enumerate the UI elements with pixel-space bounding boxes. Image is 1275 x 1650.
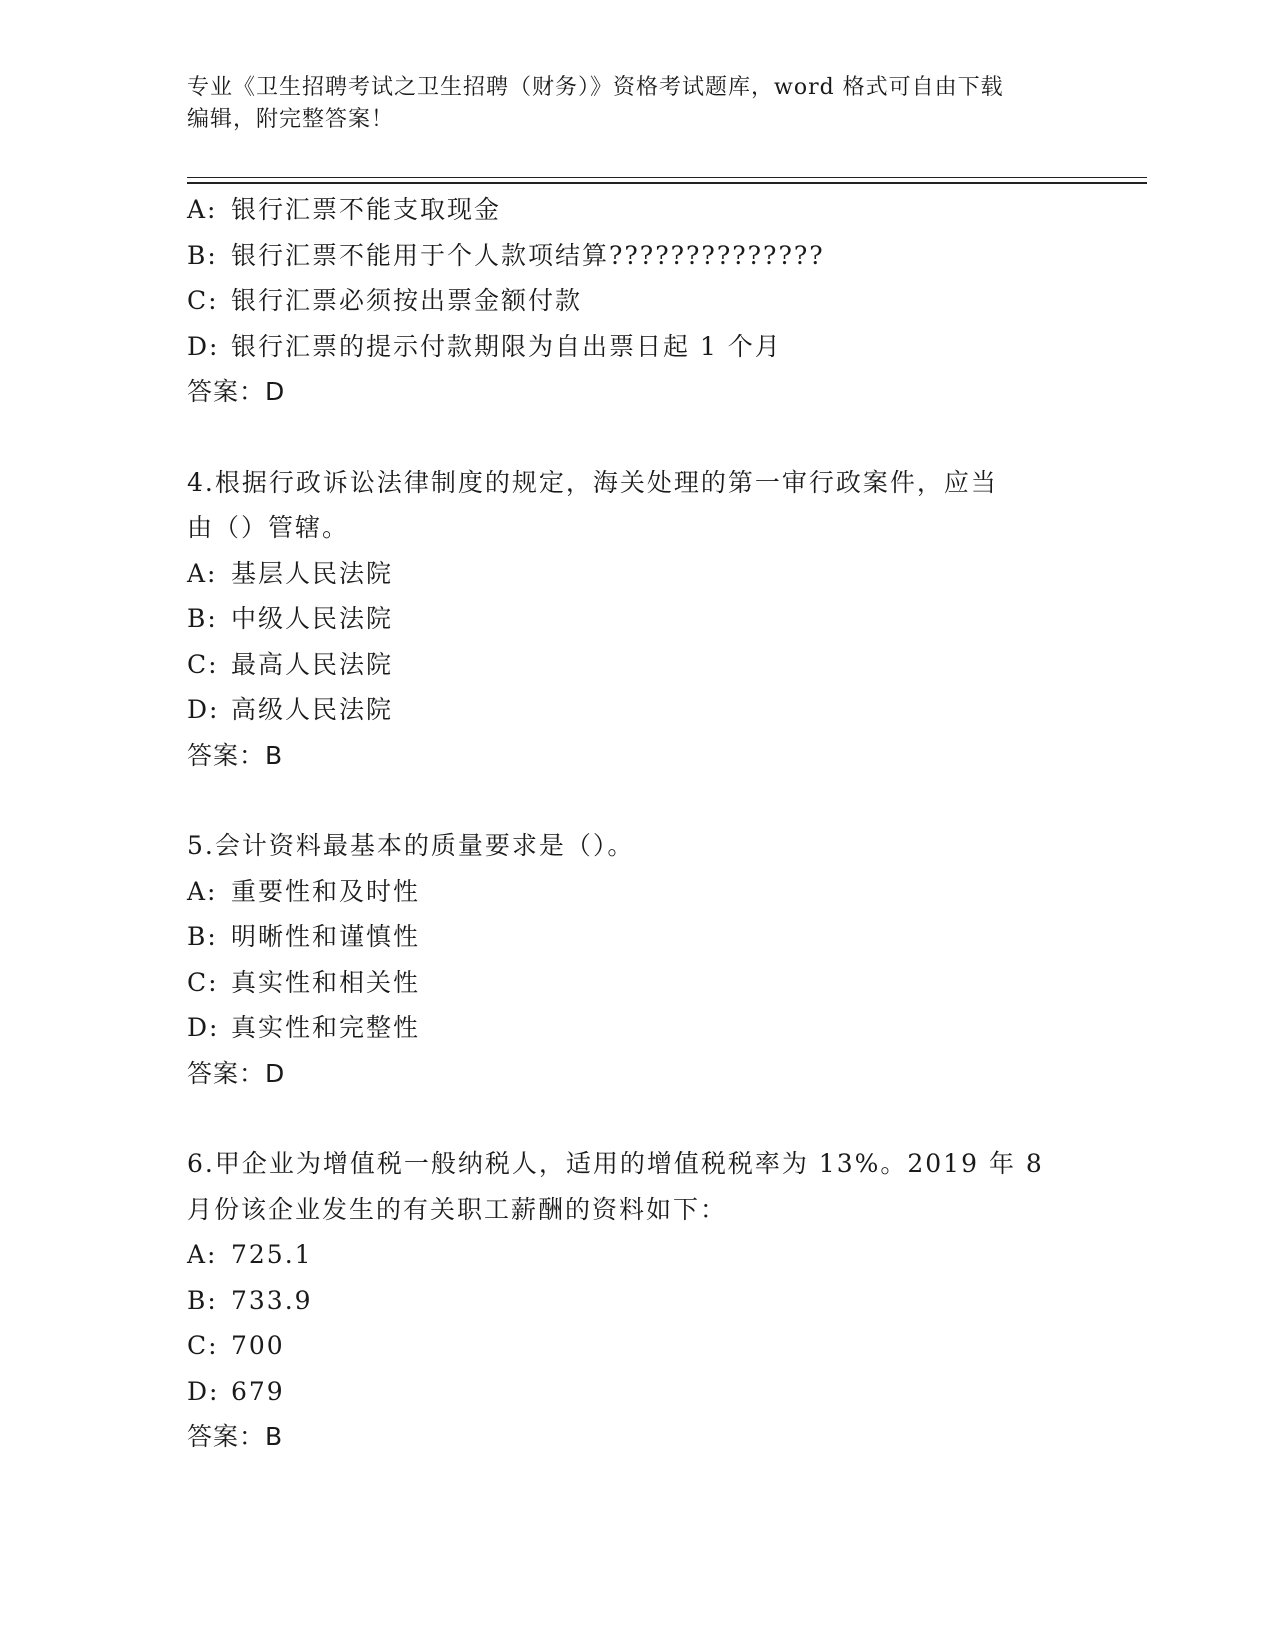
question-list xyxy=(187,187,1087,1460)
question-6 xyxy=(187,1141,1087,1460)
document-header xyxy=(187,72,1087,136)
option-c: C: 700 xyxy=(187,1331,285,1360)
answer: 答案：B xyxy=(187,1422,284,1451)
question-text-line-2: 由（）管辖。 xyxy=(187,513,350,542)
answer: 答案：D xyxy=(187,1058,286,1088)
option-a: A: 基层人民法院 xyxy=(187,558,394,588)
question-3 xyxy=(187,187,1087,415)
answer: 答案：D xyxy=(187,377,286,406)
option-d: D: 679 xyxy=(187,1376,285,1406)
answer: 答案：B xyxy=(187,740,284,770)
option-a: A: 银行汇票不能支取现金 xyxy=(187,195,502,224)
question-text-line-1: 5.会计资料最基本的质量要求是（）。 xyxy=(187,831,635,860)
header-rule-thin xyxy=(187,177,1147,178)
option-d: D: 高级人民法院 xyxy=(187,695,394,724)
option-a: A: 重要性和及时性 xyxy=(187,876,421,906)
question-text-line-1: 6.甲企业为增值税一般纳税人，适用的增值税税率为 13%。2019 年 8 xyxy=(187,1149,1044,1178)
header-line-1: 专业《卫生招聘考试之卫生招聘（财务）》资格考试题库，word 格式可自由下载 xyxy=(187,75,1004,100)
question-text-line-1: 4.根据行政诉讼法律制度的规定，海关处理的第一审行政案件，应当 xyxy=(187,467,998,497)
option-b: B: 银行汇票不能用于个人款项结算?????????????? xyxy=(187,240,825,270)
option-a: A: 725.1 xyxy=(187,1240,313,1269)
option-c: C: 银行汇票必须按出票金额付款 xyxy=(187,286,583,315)
question-5 xyxy=(187,823,1087,1096)
option-d: D: 真实性和完整性 xyxy=(187,1013,421,1042)
question-text-line-2: 月份该企业发生的有关职工薪酬的资料如下： xyxy=(187,1194,728,1224)
header-rule-thick xyxy=(187,182,1147,184)
option-b: B: 中级人民法院 xyxy=(187,604,394,633)
question-4 xyxy=(187,460,1087,779)
option-b: B: 733.9 xyxy=(187,1285,313,1315)
option-c: C: 最高人民法院 xyxy=(187,649,394,679)
option-d: D: 银行汇票的提示付款期限为自出票日起 1 个月 xyxy=(187,331,782,361)
option-b: B: 明晰性和谨慎性 xyxy=(187,922,421,951)
option-c: C: 真实性和相关性 xyxy=(187,967,421,997)
header-line-2: 编辑，附完整答案！ xyxy=(187,107,395,132)
